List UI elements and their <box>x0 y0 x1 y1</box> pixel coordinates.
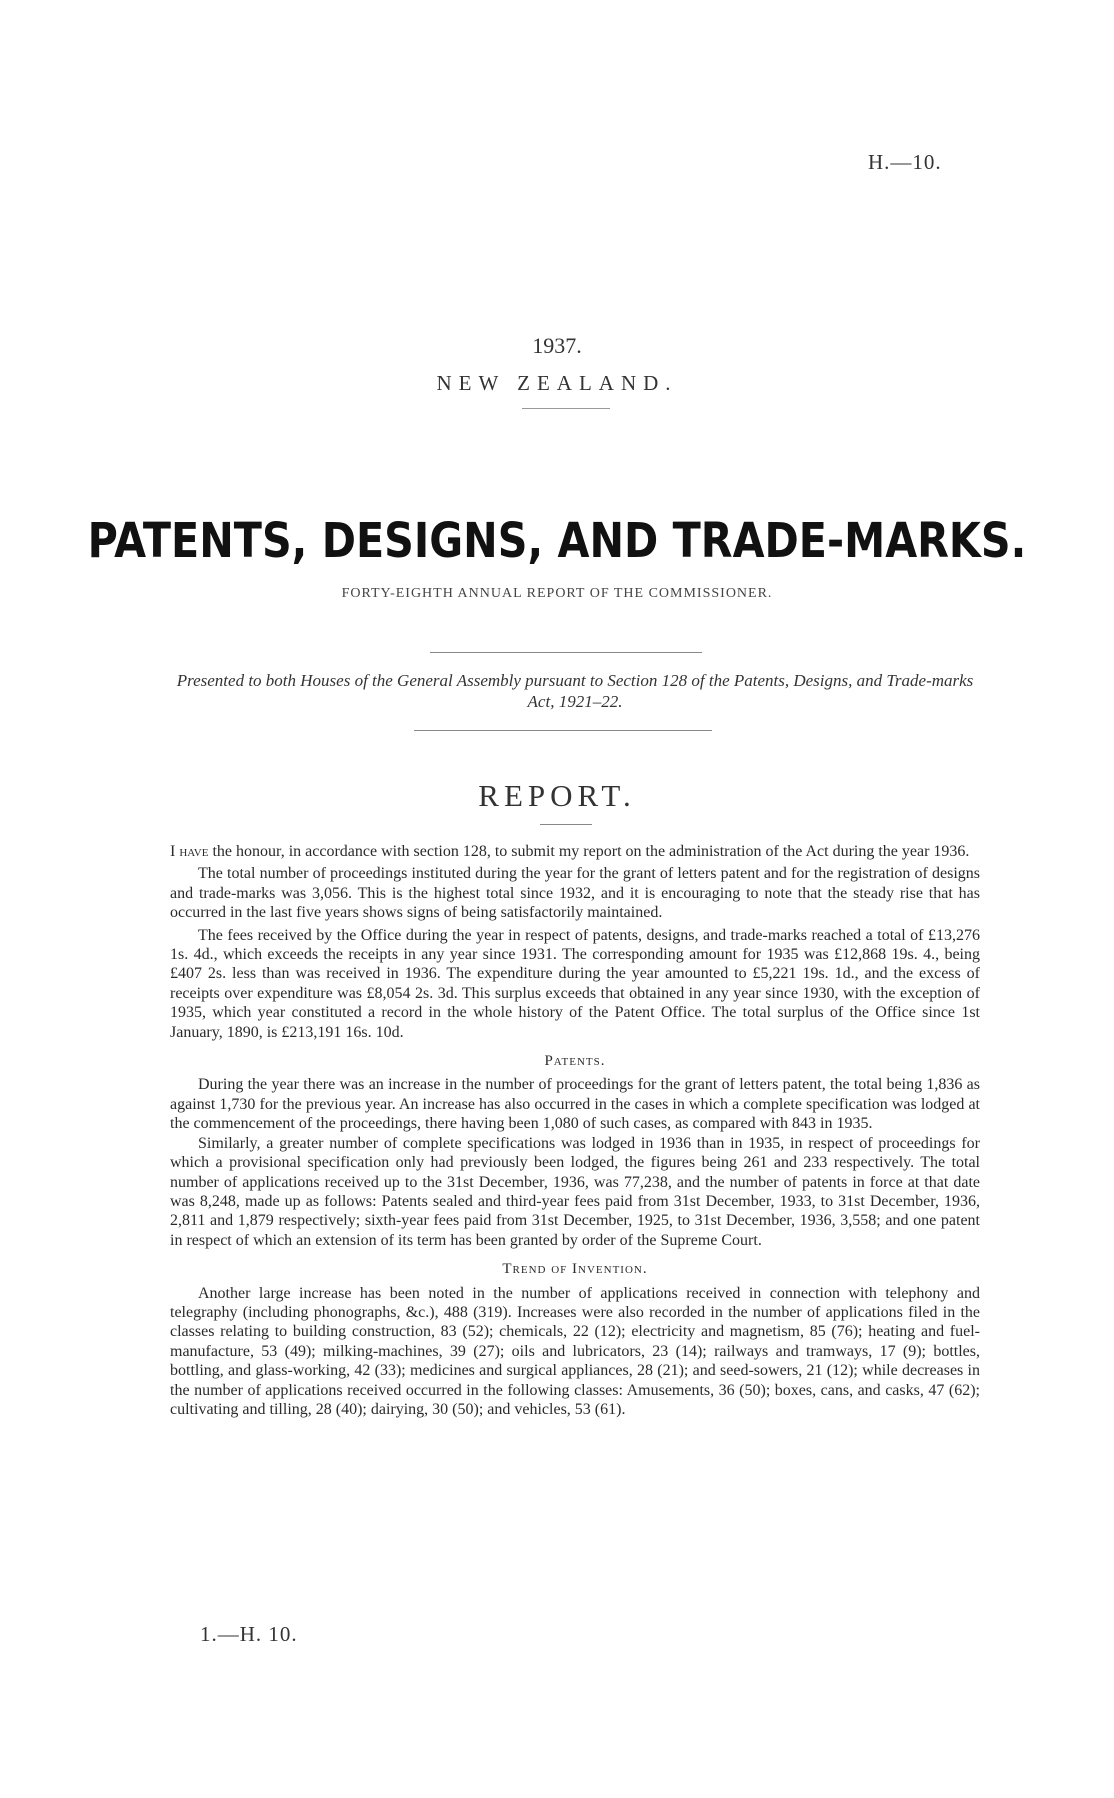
paragraph-text: the honour, in accordance with section 128, to submit my report on the administration of the Act during the year 1936. <box>208 843 970 860</box>
paragraph: During the year there was an increase in the number of proceedings for the grant of letters patent, the total being 1,836 as against 1,730 for the previous year. An increase has also occurred in the cases in which a complete specification was lodged at the commencement of the proceedings, there having been 1,080 of such cases, as compared with 843 in 1935. <box>170 1076 980 1133</box>
report-heading: REPORT. <box>478 778 636 813</box>
paragraph: The fees received by the Office during the year in respect of patents, designs, and trade-marks reached a total of £13,276 1s. 4d., which exceeds the receipts in any year since 1931. The corresponding amount for 1935 was £12,868 19s. 4., being £407 2s. less than was received in 1936. The expenditure during the year amounted to £5,221 19s. 1d., and the excess of receipts over expenditure was £8,054 2s. 3d. This surplus exceeds that obtained in any year since 1930, with the exception of 1935, which year constituted a record in the whole history of the Patent Office. The total surplus of the Office since 1st January, 1890, is £213,191 16s. 10d. <box>170 926 980 1041</box>
divider-rule <box>414 730 712 731</box>
report-year: 1937. <box>532 333 582 358</box>
paragraph: Similarly, a greater number of complete specifications was lodged in 1936 than in 1935, in respect of proceedings for which a provisional specification only had previously been lodged, the figures being 261 and 233 respectively. The total number of applications received up to the 31st December, 1936, was 77,238, and the number of patents in force at that date was 8,248, made up as follows: Patents sealed and third-year fees paid from 31st December, 1933, to 31st December, 1936, 2,811 and 1,879 respectively; sixth-year fees paid from 31st December, 1925, to 31st December, 1936, 3,558; and one patent in respect of which an extension of its term has been granted by order of the Supreme Court. <box>170 1134 980 1249</box>
divider-rule <box>540 824 592 825</box>
section-heading-patents: Patents. <box>544 1053 606 1070</box>
paragraph: Another large increase has been noted in the number of applications received in connection with telephony and telegraphy (including phonographs, &c.), 488 (319). Increases were also recorded in the number of applications filed in the classes relating to building construction, 83 (52); chemicals, 22 (12); electricity and magnetism, 85 (76); heating and fuel-manufacture, 53 (49); milking-machines, 39 (27); oils and lubricators, 23 (14); railways and tramways, 17 (9); bottles, bottling, and glass-working, 42 (33); medicines and surgical appliances, 28 (21); and seed-sowers, 21 (12); while decreases in the number of applications received occurred in the following classes: Amusements, 36 (50); boxes, cans, and casks, 47 (62); cultivating and tilling, 28 (40); dairying, 30 (50); and vehicles, 53 (61). <box>170 1284 980 1418</box>
paragraph: The total number of proceedings instituted during the year for the grant of letters patent and for the registration of designs and trade-marks was 3,056. This is the highest total since 1932, and it is encouraging to note that the steady rise that has occurred in the last five years shows signs of being satisfactorily maintained. <box>170 865 980 922</box>
paragraph <box>170 842 980 861</box>
page-reference: H.—10. <box>868 150 942 174</box>
section-heading-trend: Trend of Invention. <box>502 1261 648 1278</box>
presentation-note: Presented to both Houses of the General Assembly pursuant to Section 128 of the Patents, Designs, and Trade-marks Act, 1921–22. <box>176 671 974 711</box>
country-name: NEW ZEALAND. <box>436 371 678 395</box>
divider-rule <box>430 652 702 653</box>
report-body <box>170 842 980 1419</box>
divider-rule <box>522 408 610 409</box>
paragraph-lead: I have <box>170 843 209 860</box>
document-title: PATENTS, DESIGNS, AND TRADE-MARKS. <box>87 513 1027 569</box>
document-subtitle: FORTY-EIGHTH ANNUAL REPORT OF THE COMMISSIONER. <box>341 586 773 601</box>
footer-reference: 1.—H. 10. <box>200 1622 298 1646</box>
